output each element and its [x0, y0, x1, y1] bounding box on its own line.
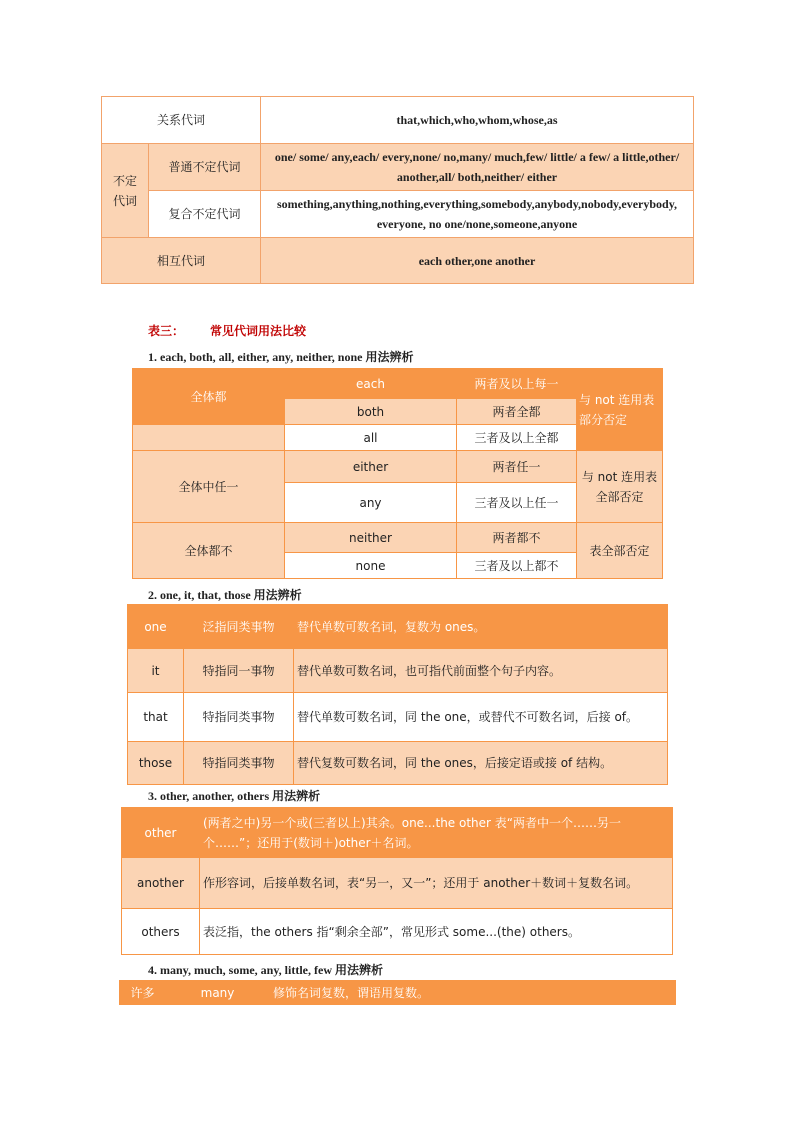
group2-label: 全体中任一 — [133, 451, 285, 523]
meaning-either: 两者任一 — [457, 451, 577, 483]
usage-one: 替代单数可数名词，复数为 ones。 — [294, 605, 668, 649]
relative-pronoun-words: that,which,who,whom,whose,as — [261, 97, 694, 144]
each-both-all-table — [132, 368, 663, 579]
section1-title: 1. each, both, all, either, any, neither, none 用法辨析 — [148, 350, 414, 364]
word-neither: neither — [285, 523, 457, 553]
category-many: 许多 — [120, 981, 166, 1005]
reciprocal-pronoun-words: each other,one another — [261, 238, 694, 284]
word-another: another — [122, 858, 200, 909]
compound-indefinite-label: 复合不定代词 — [149, 191, 261, 238]
meaning-one: 泛指同类事物 — [184, 605, 294, 649]
group1-label-tail — [133, 425, 285, 451]
usage-another: 作形容词，后接单数名词，表“另一，又一”；还用于 another＋数词＋复数名词。 — [200, 858, 673, 909]
section3-title: 3. other, another, others 用法辨析 — [148, 789, 321, 803]
group3-note: 表全部否定 — [577, 523, 663, 579]
common-indefinite-label: 普通不定代词 — [149, 144, 261, 191]
table3-title: 表三： — [148, 324, 185, 338]
many-much-table — [119, 980, 676, 1005]
section4-title: 4. many, much, some, any, little, few 用法辨析 — [148, 963, 383, 977]
word-all: all — [285, 425, 457, 451]
meaning-any: 三者及以上任一 — [457, 483, 577, 523]
meaning-all: 三者及以上全都 — [457, 425, 577, 451]
word-many: many — [166, 981, 270, 1005]
group1-label: 全体都 — [133, 369, 285, 425]
usage-that: 替代单数可数名词，同 the one，或替代不可数名词，后接 of。 — [294, 693, 668, 742]
usage-many: 修饰名词复数，谓语用复数。 — [270, 981, 676, 1005]
word-both: both — [285, 399, 457, 425]
relative-pronoun-label: 关系代词 — [102, 97, 261, 144]
common-indefinite-words: one/ some/ any,each/ every,none/ no,many/ much,few/ little/ a few/ a little,other/ another,all/ both,neither/ either — [261, 144, 694, 191]
pronoun-category-table — [101, 96, 694, 284]
group3-label: 全体都不 — [133, 523, 285, 579]
meaning-each: 两者及以上每一 — [457, 369, 577, 399]
meaning-neither: 两者都不 — [457, 523, 577, 553]
word-others: others — [122, 909, 200, 955]
meaning-none: 三者及以上都不 — [457, 553, 577, 579]
word-either: either — [285, 451, 457, 483]
meaning-both: 两者全都 — [457, 399, 577, 425]
usage-those: 替代复数可数名词，同 the ones，后接定语或接 of 结构。 — [294, 742, 668, 785]
word-one: one — [128, 605, 184, 649]
word-that: that — [128, 693, 184, 742]
usage-it: 替代单数可数名词，也可指代前面整个句子内容。 — [294, 649, 668, 693]
one-it-that-those-table — [127, 604, 668, 785]
other-another-others-table — [121, 807, 673, 955]
reciprocal-pronoun-label: 相互代词 — [102, 238, 261, 284]
indefinite-pronoun-label: 不定代词 — [102, 144, 149, 238]
meaning-it: 特指同一事物 — [184, 649, 294, 693]
word-other: other — [122, 808, 200, 858]
usage-others: 表泛指，the others 指“剩余全部”，常见形式 some...(the) others。 — [200, 909, 673, 955]
compound-indefinite-words: something,anything,nothing,everything,somebody,anybody,nobody,everybody, everyone, no one/none,someone,anyone — [261, 191, 694, 238]
meaning-those: 特指同类事物 — [184, 742, 294, 785]
word-any: any — [285, 483, 457, 523]
table3-subtitle: 常见代词用法比较 — [210, 324, 307, 338]
word-it: it — [128, 649, 184, 693]
group1-note: 与 not 连用表部分否定 — [577, 369, 663, 451]
section2-title: 2. one, it, that, those 用法辨析 — [148, 588, 302, 602]
meaning-that: 特指同类事物 — [184, 693, 294, 742]
word-those: those — [128, 742, 184, 785]
group2-note: 与 not 连用表全部否定 — [577, 451, 663, 523]
word-none: none — [285, 553, 457, 579]
word-each: each — [285, 369, 457, 399]
usage-other: (两者之中)另一个或(三者以上)其余。one...the other 表“两者中一个……另一个……”；还用于(数词＋)other＋名词。 — [200, 808, 673, 858]
table3-caption — [148, 322, 306, 339]
